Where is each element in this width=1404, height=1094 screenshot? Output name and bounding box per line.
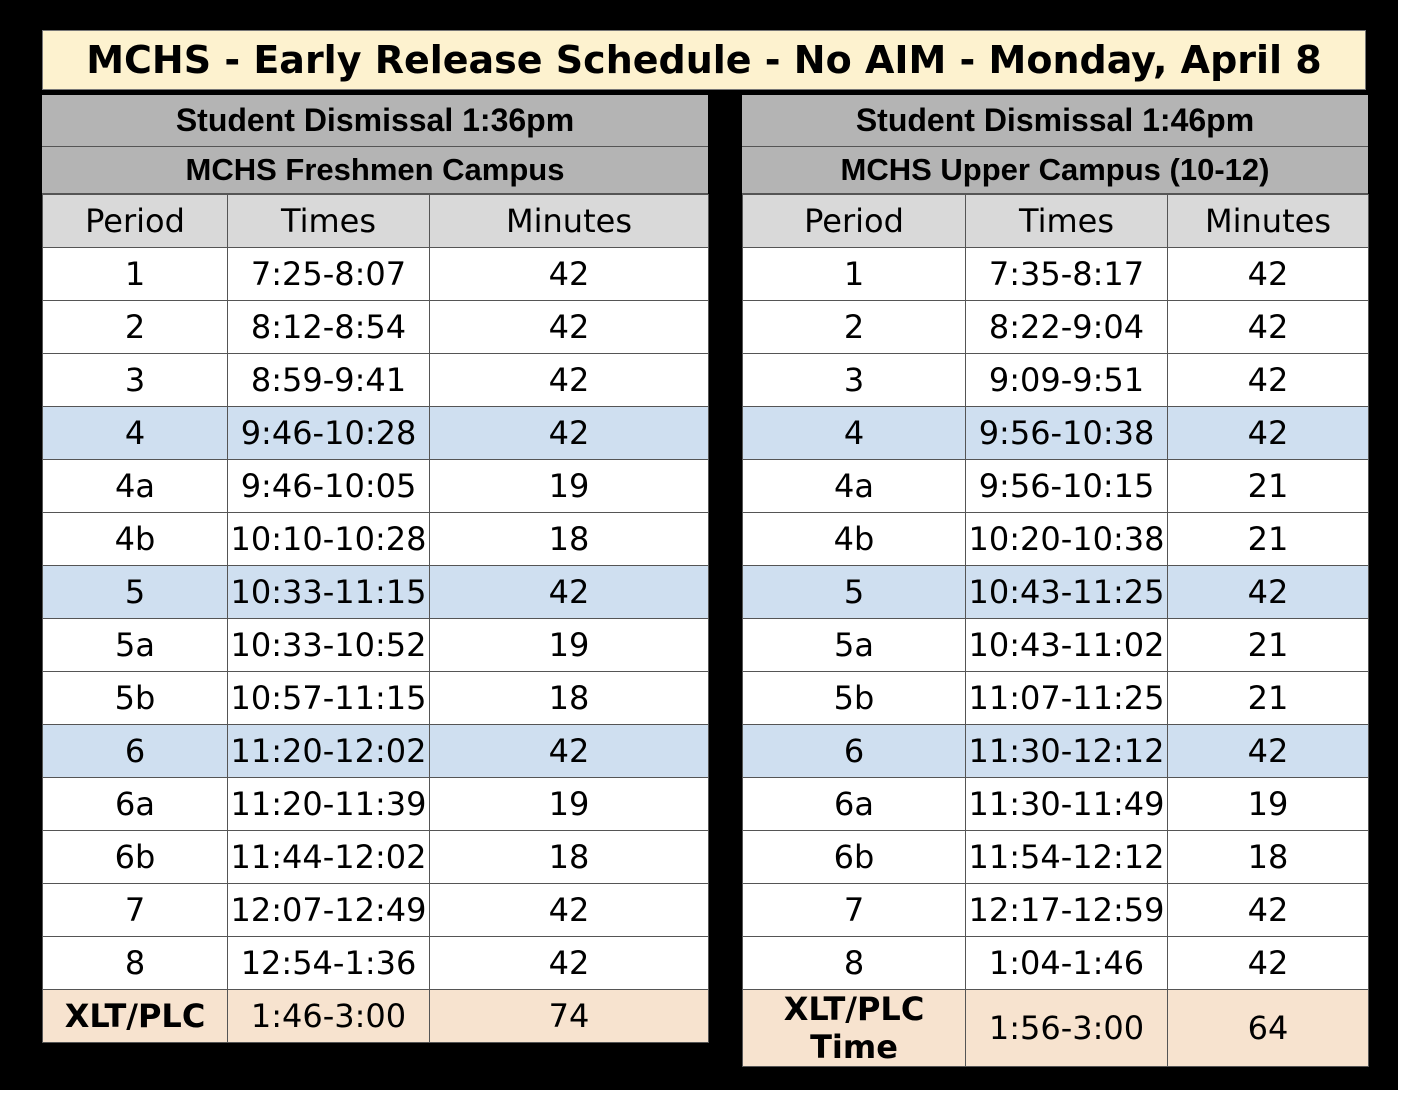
times-cell: 11:30-12:12 [966, 725, 1168, 778]
minutes-cell: 19 [430, 460, 709, 513]
table-row [743, 937, 1369, 990]
period-cell: 2 [743, 301, 966, 354]
minutes-cell: 18 [1168, 831, 1369, 884]
times-cell: 8:12-8:54 [228, 301, 430, 354]
table-row [743, 248, 1369, 301]
table-row [743, 672, 1369, 725]
dismissal-header: Student Dismissal 1:46pm [742, 95, 1368, 147]
minutes-cell: 18 [430, 513, 709, 566]
times-cell: 1:46-3:00 [228, 990, 430, 1043]
period-cell: 4b [43, 513, 228, 566]
table-row [743, 513, 1369, 566]
table-row [743, 301, 1369, 354]
period-cell: 5b [43, 672, 228, 725]
minutes-cell: 42 [1168, 407, 1369, 460]
period-cell: 6a [743, 778, 966, 831]
table-row [743, 725, 1369, 778]
period-cell: 5a [743, 619, 966, 672]
times-cell: 9:46-10:28 [228, 407, 430, 460]
minutes-cell: 42 [430, 354, 709, 407]
times-cell: 10:43-11:25 [966, 566, 1168, 619]
column-header-row [743, 195, 1369, 248]
period-cell: 4a [43, 460, 228, 513]
period-cell: 8 [43, 937, 228, 990]
table-row [43, 884, 709, 937]
minutes-cell: 42 [430, 725, 709, 778]
minutes-cell: 42 [430, 248, 709, 301]
minutes-cell: 74 [430, 990, 709, 1043]
table-row [743, 884, 1369, 937]
table-row [43, 937, 709, 990]
times-cell: 11:54-12:12 [966, 831, 1168, 884]
table-row [743, 619, 1369, 672]
campus-header: MCHS Freshmen Campus [42, 147, 708, 194]
table-row [43, 619, 709, 672]
schedule-table [42, 194, 709, 1043]
table-row [43, 566, 709, 619]
times-cell: 7:25-8:07 [228, 248, 430, 301]
times-cell: 10:57-11:15 [228, 672, 430, 725]
period-cell: 5b [743, 672, 966, 725]
minutes-cell: 42 [1168, 566, 1369, 619]
minutes-cell: 42 [430, 884, 709, 937]
minutes-cell: 42 [1168, 248, 1369, 301]
period-cell: 4 [743, 407, 966, 460]
times-cell: 10:10-10:28 [228, 513, 430, 566]
times-cell: 9:46-10:05 [228, 460, 430, 513]
table-row [743, 778, 1369, 831]
period-cell: 8 [743, 937, 966, 990]
period-cell: 5 [743, 566, 966, 619]
times-cell: 7:35-8:17 [966, 248, 1168, 301]
freshmen-panel [42, 95, 708, 1043]
table-row [43, 778, 709, 831]
column-header: Times [966, 195, 1168, 248]
minutes-cell: 19 [430, 619, 709, 672]
period-cell: 4a [743, 460, 966, 513]
period-cell: 7 [743, 884, 966, 937]
minutes-cell: 42 [1168, 301, 1369, 354]
period-cell: 1 [43, 248, 228, 301]
period-cell: XLT/PLC [43, 990, 228, 1043]
column-header: Minutes [1168, 195, 1369, 248]
page-title: MCHS - Early Release Schedule - No AIM - Monday, April 8 [42, 30, 1366, 90]
column-header: Period [43, 195, 228, 248]
table-row [43, 248, 709, 301]
period-cell: 4 [43, 407, 228, 460]
table-row [743, 407, 1369, 460]
times-cell: 12:54-1:36 [228, 937, 430, 990]
table-row [43, 407, 709, 460]
minutes-cell: 42 [1168, 354, 1369, 407]
period-cell: 4b [743, 513, 966, 566]
times-cell: 8:59-9:41 [228, 354, 430, 407]
table-row [743, 354, 1369, 407]
minutes-cell: 19 [430, 778, 709, 831]
times-cell: 11:20-12:02 [228, 725, 430, 778]
times-cell: 10:20-10:38 [966, 513, 1168, 566]
times-cell: 10:33-11:15 [228, 566, 430, 619]
table-row [43, 725, 709, 778]
times-cell: 12:17-12:59 [966, 884, 1168, 937]
period-cell: 6b [43, 831, 228, 884]
period-cell: 7 [43, 884, 228, 937]
minutes-cell: 19 [1168, 778, 1369, 831]
table-row [43, 831, 709, 884]
times-cell: 11:20-11:39 [228, 778, 430, 831]
table-row [43, 990, 709, 1043]
upper-panel [742, 95, 1368, 1067]
minutes-cell: 21 [1168, 619, 1369, 672]
times-cell: 9:56-10:15 [966, 460, 1168, 513]
minutes-cell: 42 [430, 407, 709, 460]
times-cell: 1:04-1:46 [966, 937, 1168, 990]
times-cell: 9:56-10:38 [966, 407, 1168, 460]
times-cell: 11:44-12:02 [228, 831, 430, 884]
column-header-row [43, 195, 709, 248]
minutes-cell: 21 [1168, 672, 1369, 725]
period-cell: 2 [43, 301, 228, 354]
minutes-cell: 42 [1168, 884, 1369, 937]
period-cell: 5 [43, 566, 228, 619]
minutes-cell: 18 [430, 672, 709, 725]
table-row [43, 354, 709, 407]
minutes-cell: 18 [430, 831, 709, 884]
minutes-cell: 64 [1168, 990, 1369, 1067]
period-cell: 6b [743, 831, 966, 884]
table-row [43, 513, 709, 566]
period-cell: 6 [743, 725, 966, 778]
table-row [743, 990, 1369, 1067]
times-cell: 12:07-12:49 [228, 884, 430, 937]
table-row [743, 460, 1369, 513]
minutes-cell: 42 [430, 937, 709, 990]
column-header: Times [228, 195, 430, 248]
period-cell: 1 [743, 248, 966, 301]
period-cell: 6 [43, 725, 228, 778]
period-cell: XLT/PLC Time [743, 990, 966, 1067]
column-header: Period [743, 195, 966, 248]
period-cell: 5a [43, 619, 228, 672]
table-row [743, 566, 1369, 619]
minutes-cell: 42 [430, 566, 709, 619]
times-cell: 9:09-9:51 [966, 354, 1168, 407]
minutes-cell: 42 [430, 301, 709, 354]
minutes-cell: 21 [1168, 513, 1369, 566]
times-cell: 11:07-11:25 [966, 672, 1168, 725]
minutes-cell: 42 [1168, 937, 1369, 990]
schedule-table [742, 194, 1369, 1067]
minutes-cell: 21 [1168, 460, 1369, 513]
column-header: Minutes [430, 195, 709, 248]
table-row [43, 672, 709, 725]
times-cell: 8:22-9:04 [966, 301, 1168, 354]
minutes-cell: 42 [1168, 725, 1369, 778]
dismissal-header: Student Dismissal 1:36pm [42, 95, 708, 147]
times-cell: 11:30-11:49 [966, 778, 1168, 831]
period-cell: 3 [743, 354, 966, 407]
times-cell: 10:43-11:02 [966, 619, 1168, 672]
times-cell: 10:33-10:52 [228, 619, 430, 672]
table-row [743, 831, 1369, 884]
times-cell: 1:56-3:00 [966, 990, 1168, 1067]
table-row [43, 301, 709, 354]
campus-header: MCHS Upper Campus (10-12) [742, 147, 1368, 194]
table-row [43, 460, 709, 513]
period-cell: 3 [43, 354, 228, 407]
period-cell: 6a [43, 778, 228, 831]
